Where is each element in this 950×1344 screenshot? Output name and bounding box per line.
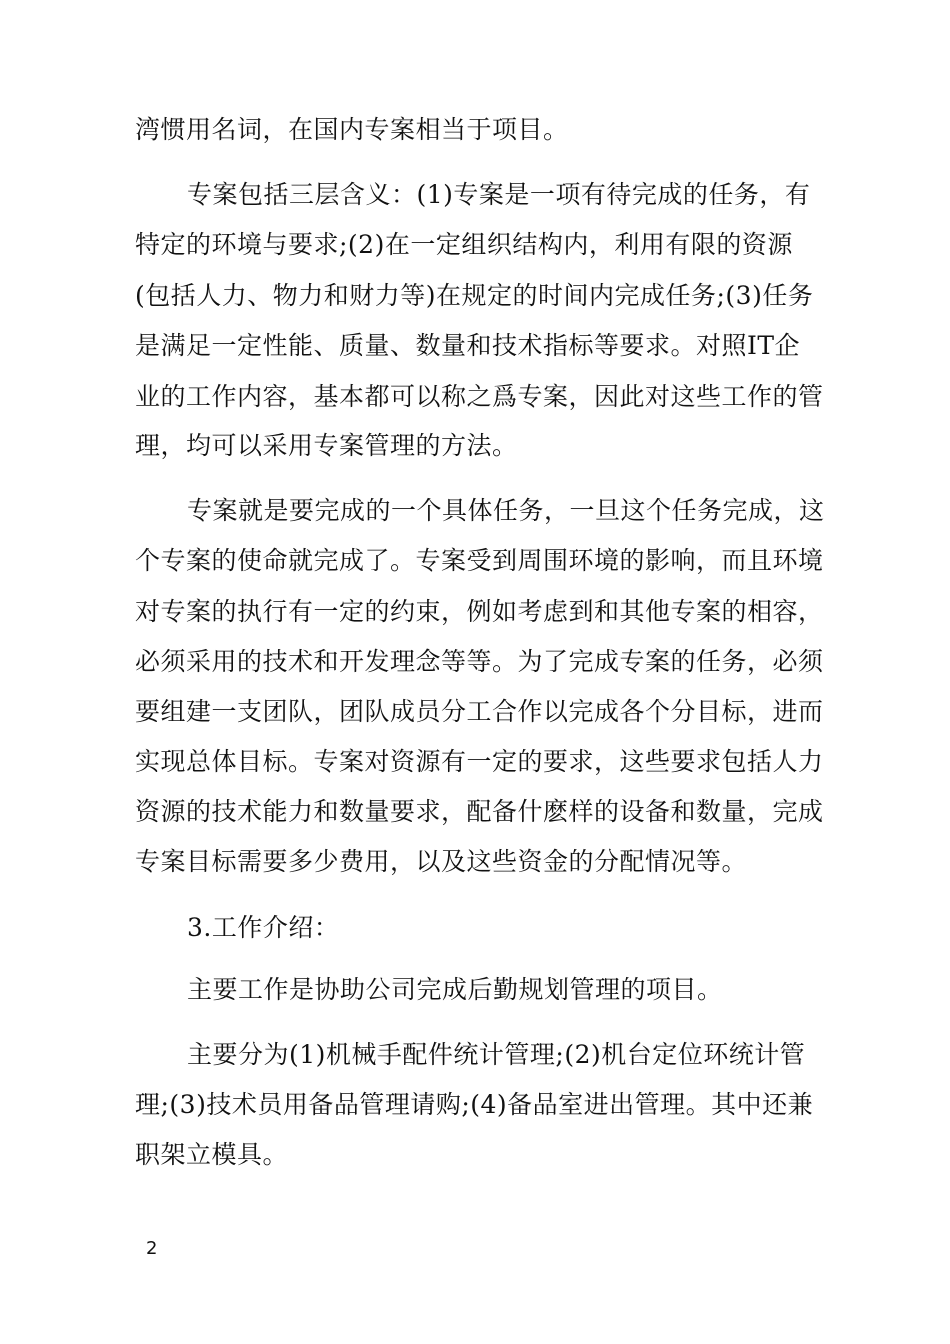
text-line: 理;(3)技术员用备品管理请购;(4)备品室进出管理。其中还兼 (135, 1090, 814, 1119)
text-line: 业的工作内容，基本都可以称之爲专案，因此对这些工作的管 (135, 382, 824, 411)
text-line: 主要分为(1)机械手配件统计管理;(2)机台定位环统计管 (187, 1040, 806, 1069)
page-number: 2 (146, 1238, 158, 1259)
text-line: 专案就是要完成的一个具体任务，一旦这个任务完成，这 (187, 496, 825, 525)
text-line: 特定的环境与要求;(2)在一定组织结构内，利用有限的资源 (135, 230, 793, 259)
text-line: (包括人力、物力和财力等)在规定的时间内完成任务;(3)任务 (135, 281, 814, 310)
text-line: 是满足一定性能、质量、数量和技术指标等要求。对照IT企 (135, 331, 801, 360)
text-line: 湾惯用名词，在国内专案相当于项目。 (135, 115, 569, 144)
text-line: 对专案的执行有一定的约束，例如考虑到和其他专案的相容， (135, 597, 824, 626)
text-line: 资源的技术能力和数量要求，配备什麽样的设备和数量，完成 (135, 797, 824, 826)
text-line: 理，均可以采用专案管理的方法。 (135, 431, 518, 460)
text-line: 个专案的使命就完成了。专案受到周围环境的影响，而且环境 (135, 546, 824, 575)
text-line: 职架立模具。 (135, 1140, 289, 1169)
text-line: 实现总体目标。专案对资源有一定的要求，这些要求包括人力 (135, 747, 824, 776)
section-heading: 3.工作介绍： (187, 913, 340, 942)
text-line: 要组建一支团队，团队成员分工合作以完成各个分目标，进而 (135, 697, 824, 726)
text-line: 主要工作是协助公司完成后勤规划管理的项目。 (187, 975, 723, 1004)
text-line: 专案目标需要多少费用，以及这些资金的分配情况等。 (135, 847, 748, 876)
text-line: 专案包括三层含义：(1)专案是一项有待完成的任务，有 (187, 180, 811, 209)
text-line: 必须采用的技术和开发理念等等。为了完成专案的任务，必须 (135, 647, 824, 676)
